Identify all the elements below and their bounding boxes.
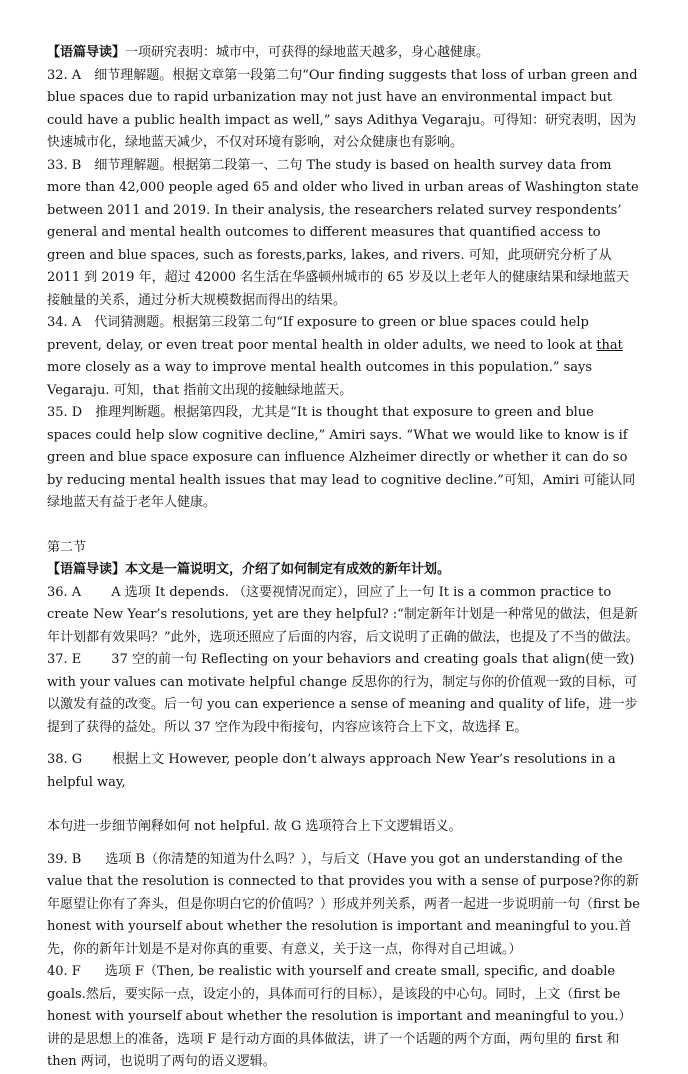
answer-35: 35. D 推理判断题。根据第四段，尤其是“It is thought that exposure to green and blue spaces could help slow cognitive decline,” Amiri says. “What we would like to know is if green and blue space exposure can influence Alzheimer directly or whether it can do so by reducing mental health issues that may lead to cognitive decline.”可知，Amiri 可能认同绿地蓝天有益于老年人健康。 <box>47 405 636 510</box>
answer-38-continued: 本句进一步细节阐释如何 not helpful. 故 G 选项符合上下文逻辑语义。 <box>47 819 462 834</box>
answer-39-number: 39. B <box>47 851 82 867</box>
answer-34-underlined-that: that <box>596 337 623 353</box>
answer-34 <box>47 312 640 402</box>
answer-37-number: 37. E <box>47 652 82 667</box>
answer-38-number: 38. G <box>47 752 83 767</box>
answer-40-text: 选项 F（Then, be realistic with yourself and create small, specific, and doable goals.然后，要实际一点，设定小的，具体而可行的目标），是该段的中心句。同时，上文（first be honest with yourself about whether the resolution is important and meaningful to you.）讲的是思想上的准备，选项 F 是行动方面的具体做法，讲了一个话题的两个方面，两句里的 first 和 then 两词，也说明了两句的语义逻辑。 <box>47 964 632 1069</box>
answer-39-text: 选项 B（你清楚的知道为什么吗？），与后文（Have you got an understanding of the value that the resolution is connected to that provides you with a sense of purpose?你的新年愿望让你有了奔头，但是你明白它的价值吗？）形成并列关系，两者一起进一步说明前一句（first be honest with yourself about whether the resolution is important and meaningful to you.首先，你的新年计划是不是对你真的重要、有意义，关于这一点，你得对自己坦诚。） <box>47 851 640 957</box>
spacer <box>47 739 640 749</box>
answer-39 <box>47 849 640 962</box>
spacer <box>47 839 640 849</box>
answer-36 <box>47 582 640 650</box>
guide-text: 一项研究表明：城市中，可获得的绿地蓝天越多，身心越健康。 <box>125 45 490 60</box>
answer-32: 32. A 细节理解题。根据文章第一段第二句“Our finding suggests that loss of urban green and blue spaces due to rapid urbanization may not just have an environmental impact but could have a public health impact as well,” says Adithya Vegaraju。可得知：研究表明，因为快速城市化，绿地蓝天减少，不仅对环境有影响，对公众健康也有影响。 <box>47 67 638 150</box>
answer-34-part1: 34. A 代词猜测题。根据第三段第二句“If exposure to green or blue spaces could help prevent, delay, or even treat poor mental health in older adults, we need to look at <box>47 315 597 353</box>
section-2-heading: 第二节 <box>47 539 87 555</box>
answer-37 <box>47 649 640 739</box>
answer-38-text: 根据上文 However, people don’t always approach New Year’s resolutions in a helpful way, <box>47 752 616 790</box>
reading-guide-1 <box>47 42 640 65</box>
answer-36-text: A 选项 It depends. （这要视情况而定），回应了上一句 It is a common practice to create New Year’s resolutions, yet are they helpful? :“制定新年计划是一种常见的做法，但是新年计划都有效果吗？”此外，选项还照应了后面的内容，后文说明了正确的做法，也提及了不当的做法。 <box>47 584 639 645</box>
spacer <box>47 794 640 816</box>
answer-40 <box>47 961 640 1074</box>
spacer <box>47 515 640 537</box>
answer-36-number: 36. A <box>47 584 82 600</box>
reading-guide-2: 【语篇导读】本文是一篇说明文，介绍了如何制定有成效的新年计划。 <box>47 562 451 577</box>
answer-40-number: 40. F <box>47 964 81 979</box>
answer-34-part2: more closely as a way to improve mental health outcomes in this population.” says Vegaraju. 可知，that 指前文出现的接触绿地蓝天。 <box>47 360 593 398</box>
answer-37-text: 37 空的前一句 Reflecting on your behaviors and creating goals that align(使一致) with your values can motivate helpful change 反思你的行为，制定与你的价值观一致的目标，可以激发有益的改变。后一句 you can experience a sense of meaning and quality of life，进一步提到了获得的益处。所以 37 空作为段中衔接句，内容应该符合上下文，故选择 E。 <box>47 652 638 735</box>
answer-33: 33. B 细节理解题。根据第二段第一、二句 The study is based on health survey data from more than 42,000 people aged 65 and older who lived in urban areas of Washington state between 2011 and 2019. In their analysis, the researchers related survey respondents’ general and mental health outcomes to different measures that quantified access to green and blue spaces, such as forests,parks, lakes, and rivers. 可知，此项研究分析了从 2011 到 2019 年，超过 42000 名生活在华盛顿州城市的 65 岁及以上老年人的健康结果和绿地蓝天接触量的关系，通过分析大规模数据而得出的结果。 <box>47 157 639 308</box>
guide-label: 【语篇导读】 <box>47 45 126 60</box>
answer-38 <box>47 749 640 794</box>
